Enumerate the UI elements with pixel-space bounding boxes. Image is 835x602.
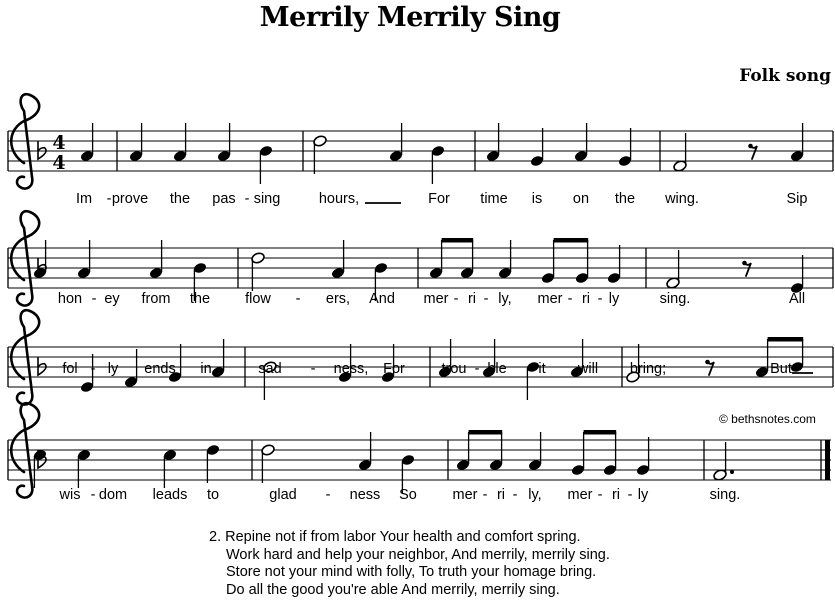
lyric-syllable: mer: [452, 487, 478, 503]
lyric-syllable: -: [90, 487, 96, 503]
lyric-syllable: So: [399, 487, 417, 503]
lyric-syllable: -: [91, 291, 97, 307]
lyric-syllable: ends: [144, 361, 176, 377]
lyric-syllable: bring;: [629, 361, 667, 377]
composer-credit: Folk song: [739, 66, 831, 86]
lyric-syllable: ly: [608, 291, 620, 307]
lyric-syllable: ri: [496, 487, 506, 503]
lyric-syllable: pas: [212, 191, 236, 207]
lyric-syllable: ble: [487, 361, 507, 377]
beam: [442, 238, 474, 243]
lyric-syllable: fol: [62, 361, 78, 377]
augmentation-dot: [730, 470, 734, 474]
staff-system-3: [8, 310, 833, 404]
lyric-syllable: -: [597, 291, 603, 307]
staff-system-2: [8, 211, 833, 307]
staff-system-1: [8, 94, 833, 207]
lyric-syllable: -: [482, 487, 488, 503]
flat-icon: [38, 141, 46, 159]
lyric-syllable: the: [189, 291, 211, 307]
lyric-syllable: But: [770, 361, 792, 377]
lyric-syllable: ey: [104, 291, 120, 307]
lyric-syllable: trou: [441, 361, 467, 377]
staff-system-4: [8, 403, 831, 503]
lyric-syllable: -: [325, 487, 331, 503]
lyric-syllable: -: [310, 361, 316, 377]
lyric-syllable: wis: [59, 487, 81, 503]
lyric-syllable: sad: [258, 361, 282, 377]
verse-line: Do all the good you're able And merrily, merrily sing.: [226, 581, 560, 598]
flat-icon: [38, 357, 46, 375]
lyric-syllable: ness: [349, 487, 381, 503]
lyric-syllable: prove: [111, 191, 149, 207]
beam: [469, 430, 503, 435]
lyric-syllable: the: [614, 191, 636, 207]
lyric-syllable: -: [597, 487, 603, 503]
beam: [768, 337, 804, 342]
lyric-syllable: leads: [152, 487, 188, 503]
lyric-syllable: will: [577, 361, 599, 377]
song-title: Merrily Merrily Sing: [259, 2, 561, 33]
lyric-syllable: to: [206, 487, 220, 503]
verse-line: 2. Repine not if from labor Your health and comfort spring.: [209, 529, 581, 545]
beam: [554, 238, 589, 243]
lyric-syllable: -: [474, 361, 480, 377]
lyric-syllable: -: [483, 291, 489, 307]
lyric-syllable: ly,: [528, 487, 542, 503]
time-signature-bottom: 4: [52, 152, 66, 174]
lyric-syllable: -: [512, 487, 518, 503]
lyric-syllable: For: [428, 191, 450, 207]
lyric-syllable: -: [567, 291, 573, 307]
lyric-syllable: For: [383, 361, 405, 377]
lyric-syllable: the: [169, 191, 191, 207]
lyric-syllable: -: [453, 291, 459, 307]
lyric-syllable: glad: [269, 487, 297, 503]
lyric-syllable: -: [295, 291, 301, 307]
lyric-syllable: mer: [567, 487, 593, 503]
beam: [584, 430, 617, 435]
lyric-syllable: And: [369, 291, 395, 307]
verse-line: Work hard and help your neighbor, And merrily, merrily sing.: [226, 546, 610, 563]
time-signature-top: 4: [52, 132, 66, 154]
lyric-syllable: ly: [637, 487, 649, 503]
lyric-syllable: is: [531, 191, 543, 207]
lyric-syllable: All: [788, 291, 806, 307]
lyric-syllable: ness,: [333, 361, 369, 377]
lyric-syllable: Im: [75, 191, 93, 207]
lyric-syllable: in: [200, 361, 212, 377]
lyric-syllable: it: [538, 361, 546, 377]
copyright-notice: © bethsnotes.com: [719, 412, 816, 426]
lyric-syllable: flow: [245, 291, 271, 307]
lyric-syllable: sing: [253, 191, 281, 207]
lyric-syllable: ri: [581, 291, 591, 307]
lyric-syllable: sing.: [659, 291, 691, 307]
lyric-syllable: ri: [611, 487, 621, 503]
lyric-syllable: ri: [467, 291, 477, 307]
lyric-syllable: mer: [423, 291, 449, 307]
lyric-syllable: mer: [537, 291, 563, 307]
lyric-syllable: hon: [57, 291, 83, 307]
lyric-syllable: hours,: [318, 191, 360, 207]
lyric-syllable: ly,: [498, 291, 512, 307]
lyric-syllable: from: [141, 291, 171, 307]
final-barline: [825, 440, 830, 480]
lyric-syllable: -: [90, 361, 96, 377]
lyric-syllable: Sip: [786, 191, 808, 207]
lyric-syllable: on: [572, 191, 590, 207]
lyric-syllable: -: [106, 191, 112, 207]
lyric-syllable: -: [244, 191, 250, 207]
lyric-syllable: sing.: [709, 487, 741, 503]
verse-2: [209, 529, 610, 599]
lyric-syllable: time: [480, 191, 508, 207]
lyric-syllable: wing.: [665, 191, 699, 207]
lyric-syllable: ers,: [325, 291, 351, 307]
lyric-syllable: dom: [98, 487, 128, 503]
lyric-syllable: ly: [107, 361, 119, 377]
verse-line: Store not your mind with folly, To truth your homage bring.: [226, 564, 597, 581]
lyric-syllable: -: [627, 487, 633, 503]
